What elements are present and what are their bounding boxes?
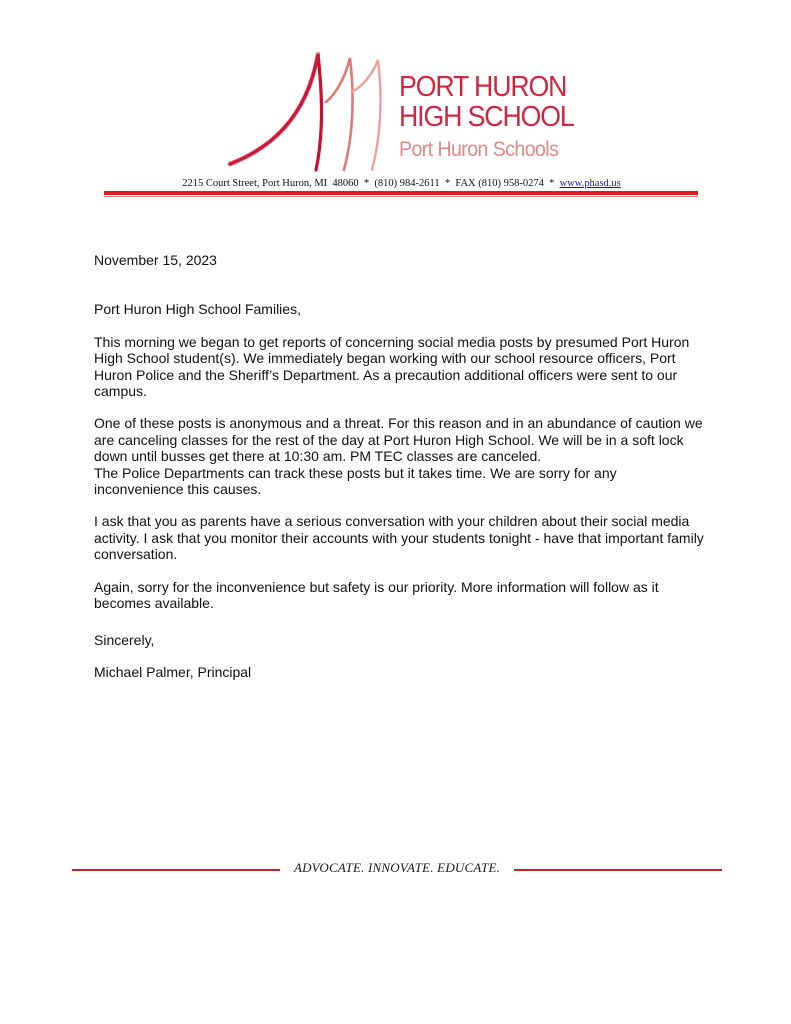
logo-school-name-line2: HIGH SCHOOL <box>399 101 574 133</box>
paragraph-safety-priority: Again, sorry for the inconvenience but safety is our priority. More information will follow as it becomes available. <box>94 578 659 612</box>
header-divider-shadow <box>104 196 698 197</box>
address-contact-text: 2215 Court Street, Port Huron, MI 48060 * (810) 984-2611 * FAX (810) 958-0274 * <box>182 178 560 189</box>
footer-motto: ADVOCATE. INNOVATE. EDUCATE. <box>293 860 501 875</box>
letter-body <box>94 252 704 680</box>
letter-date: November 15, 2023 <box>94 252 217 268</box>
paragraph-cancellation: One of these posts is anonymous and a threat. For this reason and in an abundance of caution we are canceling classes for the rest of the day at Port Huron High School. We will be in a soft lock down until busses get there at 10:30 am. PM TEC classes are canceled. <box>94 415 703 465</box>
website-link[interactable]: www.phasd.us <box>559 178 621 189</box>
header-divider <box>104 191 698 195</box>
footer-divider-right <box>514 869 722 871</box>
paragraph-police-tracking: The Police Departments can track these posts but it takes time. We are sorry for any inconvenience this causes. <box>94 464 617 498</box>
paragraph-parent-request: I ask that you as parents have a serious conversation with your children about their social media activity. I ask that you monitor their accounts with your students tonight - have that important family conversation. <box>94 513 704 563</box>
letter-salutation: Port Huron High School Families, <box>94 301 301 318</box>
school-logo-text <box>399 72 589 162</box>
school-logo-icon <box>226 52 396 172</box>
logo-school-name-line1: PORT HURON <box>399 71 567 103</box>
letterhead-address <box>0 178 791 189</box>
footer-divider-left <box>72 869 280 871</box>
logo-district-name: Port Huron Schools <box>399 138 559 161</box>
paragraph-reports: This morning we began to get reports of concerning social media posts by presumed Port Huron High School student(s). We immediately began working with our school resource officers, Port Huron Police and the Sheriff’s Department. As a precaution additional officers were sent to our campus. <box>94 333 690 400</box>
letter-signature: Michael Palmer, Principal <box>94 663 252 680</box>
letter-closing: Sincerely, <box>94 631 155 648</box>
